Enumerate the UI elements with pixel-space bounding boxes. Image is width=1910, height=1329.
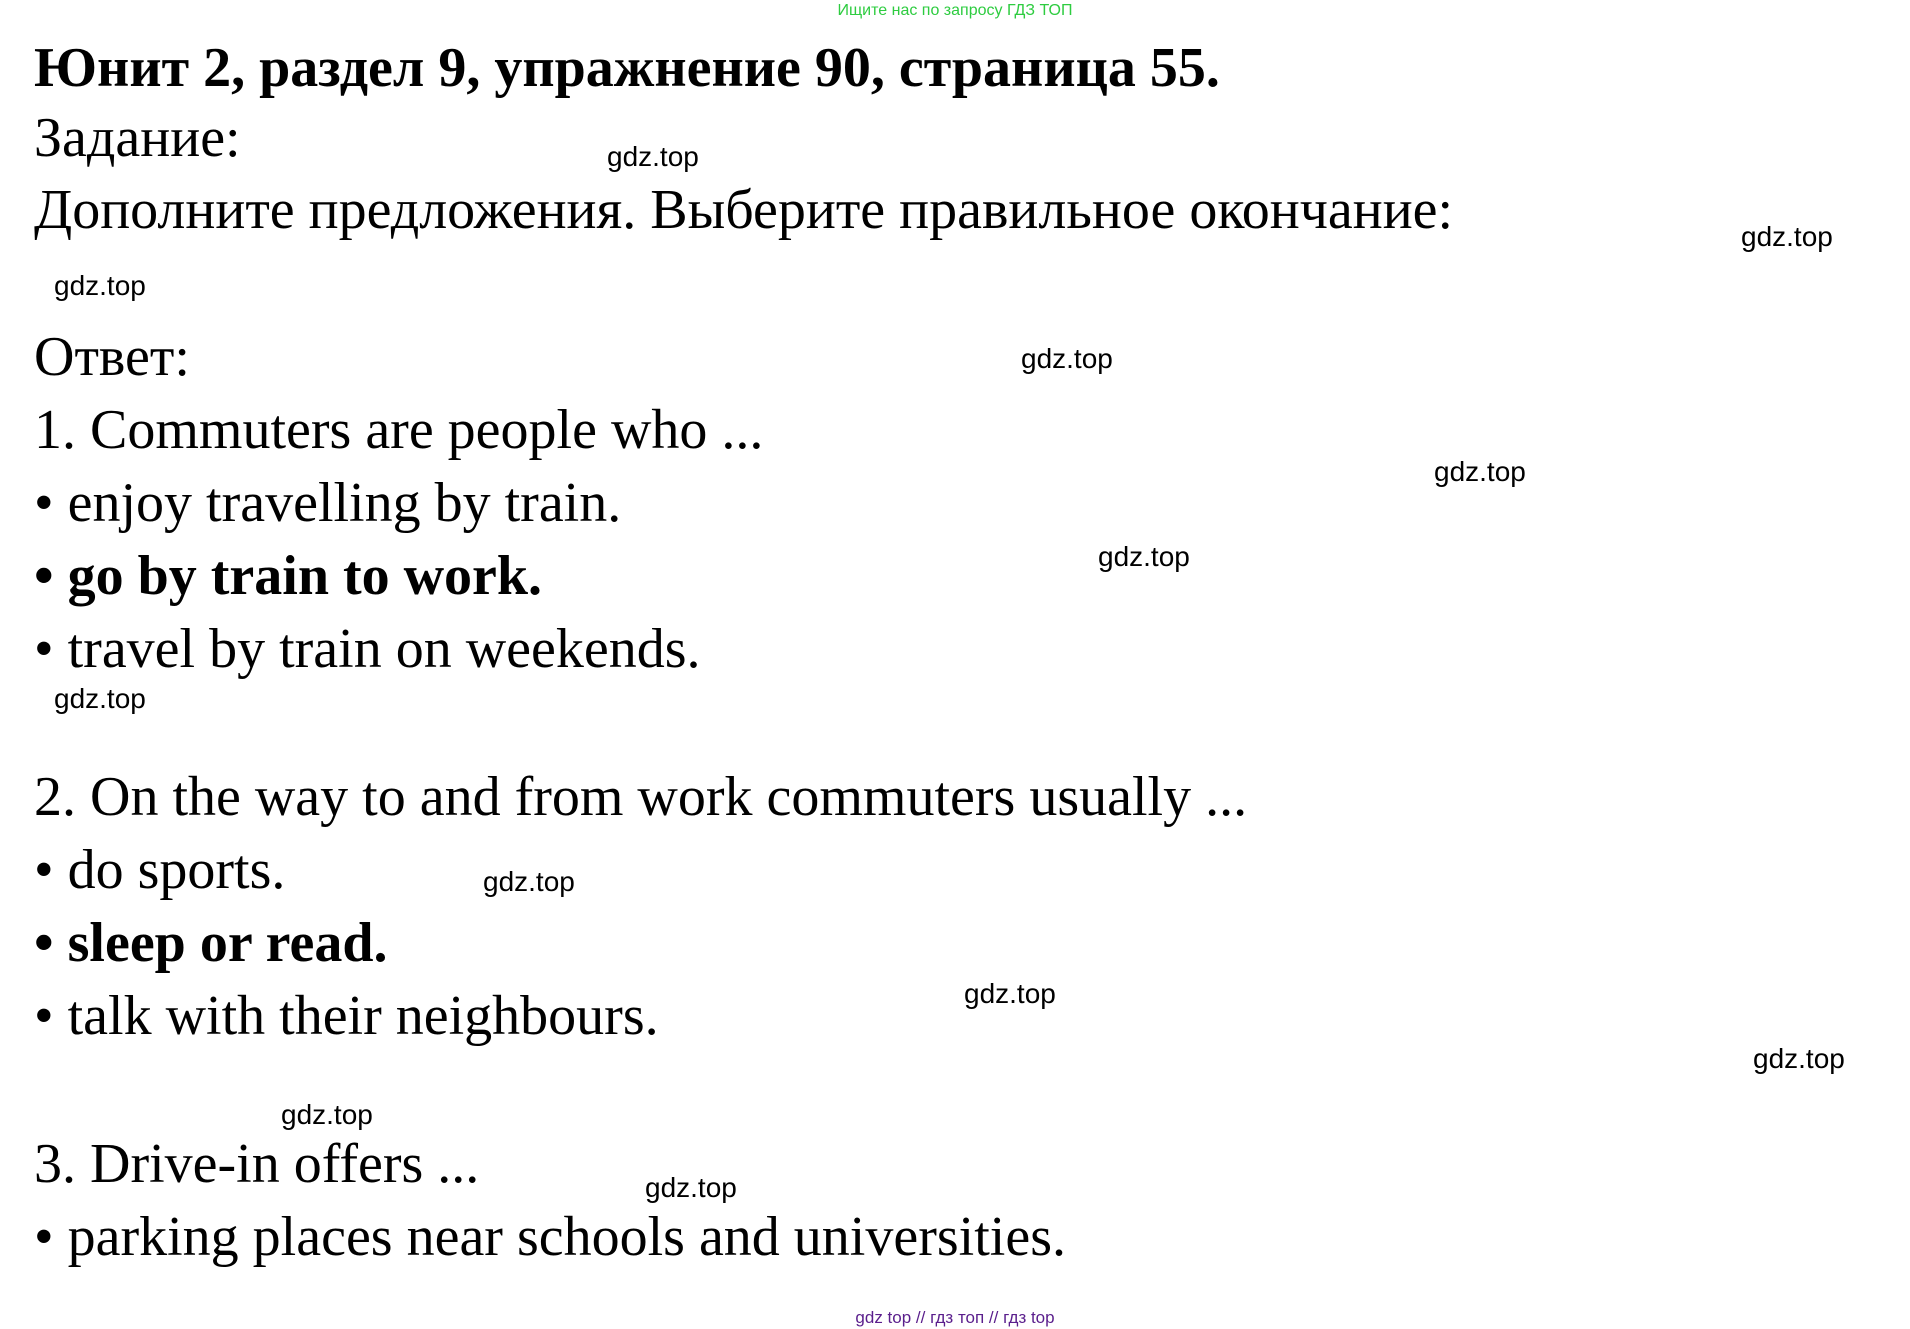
watermark: gdz.top <box>54 270 146 301</box>
question-1-option-1: • enjoy travelling by train. <box>34 472 622 534</box>
watermark: gdz.top <box>483 866 575 897</box>
footer-links: gdz top // гдз топ // гдз top <box>855 1308 1055 1327</box>
answer-label: Ответ: <box>34 326 190 388</box>
watermark: gdz.top <box>645 1172 737 1203</box>
task-text: Дополните предложения. Выберите правильное окончание: <box>34 179 1454 241</box>
question-2-option-1: • do sports. <box>34 839 286 901</box>
question-2: 2. On the way to and from work commuters usually ... <box>34 766 1248 828</box>
watermark: gdz.top <box>1753 1043 1845 1074</box>
question-1-option-2-correct: • go by train to work. <box>34 545 543 607</box>
top-banner: Ищите нас по запросу ГДЗ ТОП <box>837 2 1073 19</box>
question-2-option-3: • talk with their neighbours. <box>34 985 659 1047</box>
watermark: gdz.top <box>281 1099 373 1130</box>
watermark: gdz.top <box>1741 221 1833 252</box>
question-1: 1. Commuters are people who ... <box>34 399 764 461</box>
question-2-option-2-correct: • sleep or read. <box>34 912 388 974</box>
question-3-option-1: • parking places near schools and universities. <box>34 1206 1066 1268</box>
watermark: gdz.top <box>1434 456 1526 487</box>
page-title: Юнит 2, раздел 9, упражнение 90, страница 55. <box>34 37 1220 99</box>
watermark: gdz.top <box>54 683 146 714</box>
task-label: Задание: <box>34 107 241 169</box>
question-3: 3. Drive-in offers ... <box>34 1133 480 1195</box>
watermark: gdz.top <box>1021 343 1113 374</box>
watermark: gdz.top <box>964 978 1056 1009</box>
watermark: gdz.top <box>607 141 699 172</box>
watermark: gdz.top <box>1098 541 1190 572</box>
question-1-option-3: • travel by train on weekends. <box>34 618 701 680</box>
